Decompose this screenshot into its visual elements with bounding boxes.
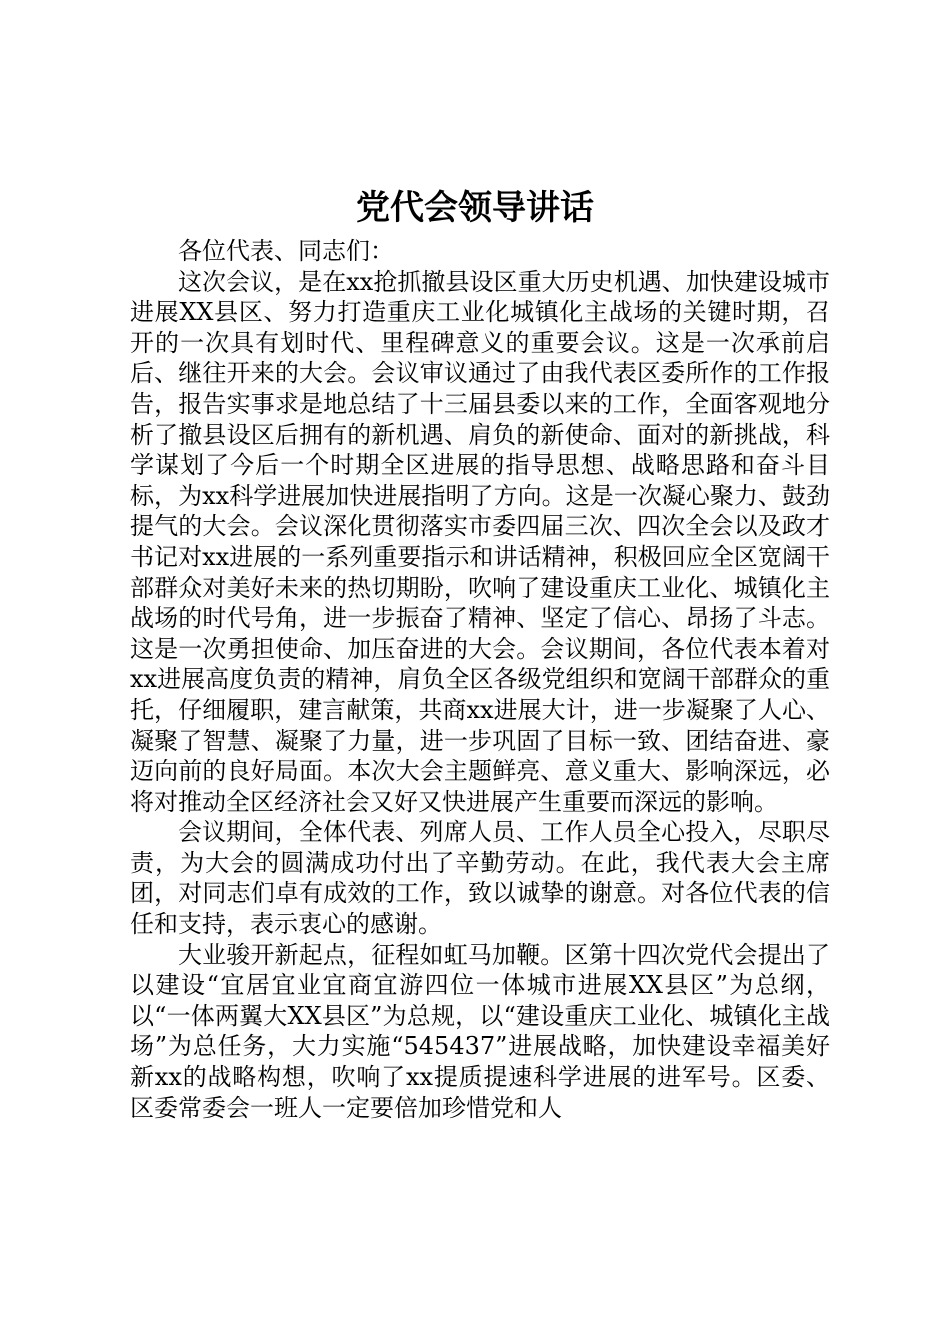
body-paragraph: 大业骏开新起点，征程如虹马加鞭。区第十四次党代会提出了以建设“宜居宜业宜商宜游四位一体城市进展XX县区”为总纲，以“一体两翼大XX县区”为总规，以“建设重庆工业化、城镇化主战场”为总任务，大力实施“545437”进展战略，加快建设幸福美好新xx的战略构想，吹响了xx提质提速科学进展的进军号。区委、区委常委会一班人一定要倍加珍惜党和人 [130,940,830,1122]
document-title: 党代会领导讲话 [356,188,594,228]
document-body [130,236,830,1123]
body-paragraph: 这次会议，是在xx抢抓撤县设区重大历史机遇、加快建设城市进展XX县区、努力打造重庆工业化城镇化主战场的关键时期，召开的一次具有划时代、里程碑意义的重要会议。这是一次承前启后、继往开来的大会。会议审议通过了由我代表区委所作的工作报告，报告实事求是地总结了十三届县委以来的工作，全面客观地分析了撤县设区后拥有的新机遇、肩负的新使命、面对的新挑战，科学谋划了今后一个时期全区进展的指导思想、战略思路和奋斗目标，为xx科学进展加快进展指明了方向。这是一次凝心聚力、鼓劲提气的大会。会议深化贯彻落实市委四届三次、四次全会以及政才书记对xx进展的一系列重要指示和讲话精神，积极回应全区宽阔干部群众对美好未来的热切期盼，吹响了建设重庆工业化、城镇化主战场的时代号角，进一步振奋了精神、坚定了信心、昂扬了斗志。这是一次勇担使命、加压奋进的大会。会议期间，各位代表本着对xx进展高度负责的精神，肩负全区各级党组织和宽阔干部群众的重托，仔细履职，建言献策，共商xx进展大计，进一步凝聚了人心、凝聚了智慧、凝聚了力量，进一步巩固了目标一致、团结奋进、豪迈向前的良好局面。本次大会主题鲜亮、意义重大、影响深远，必将对推动全区经济社会又好又快进展产生重要而深远的影响。 [130,267,830,816]
salutation-paragraph: 各位代表、同志们： [178,237,394,265]
body-paragraph: 会议期间，全体代表、列席人员、工作人员全心投入，尽职尽责，为大会的圆满成功付出了辛勤劳动。在此，我代表大会主席团，对同志们卓有成效的工作，致以诚挚的谢意。对各位代表的信任和支持，表示衷心的感谢。 [130,818,830,939]
